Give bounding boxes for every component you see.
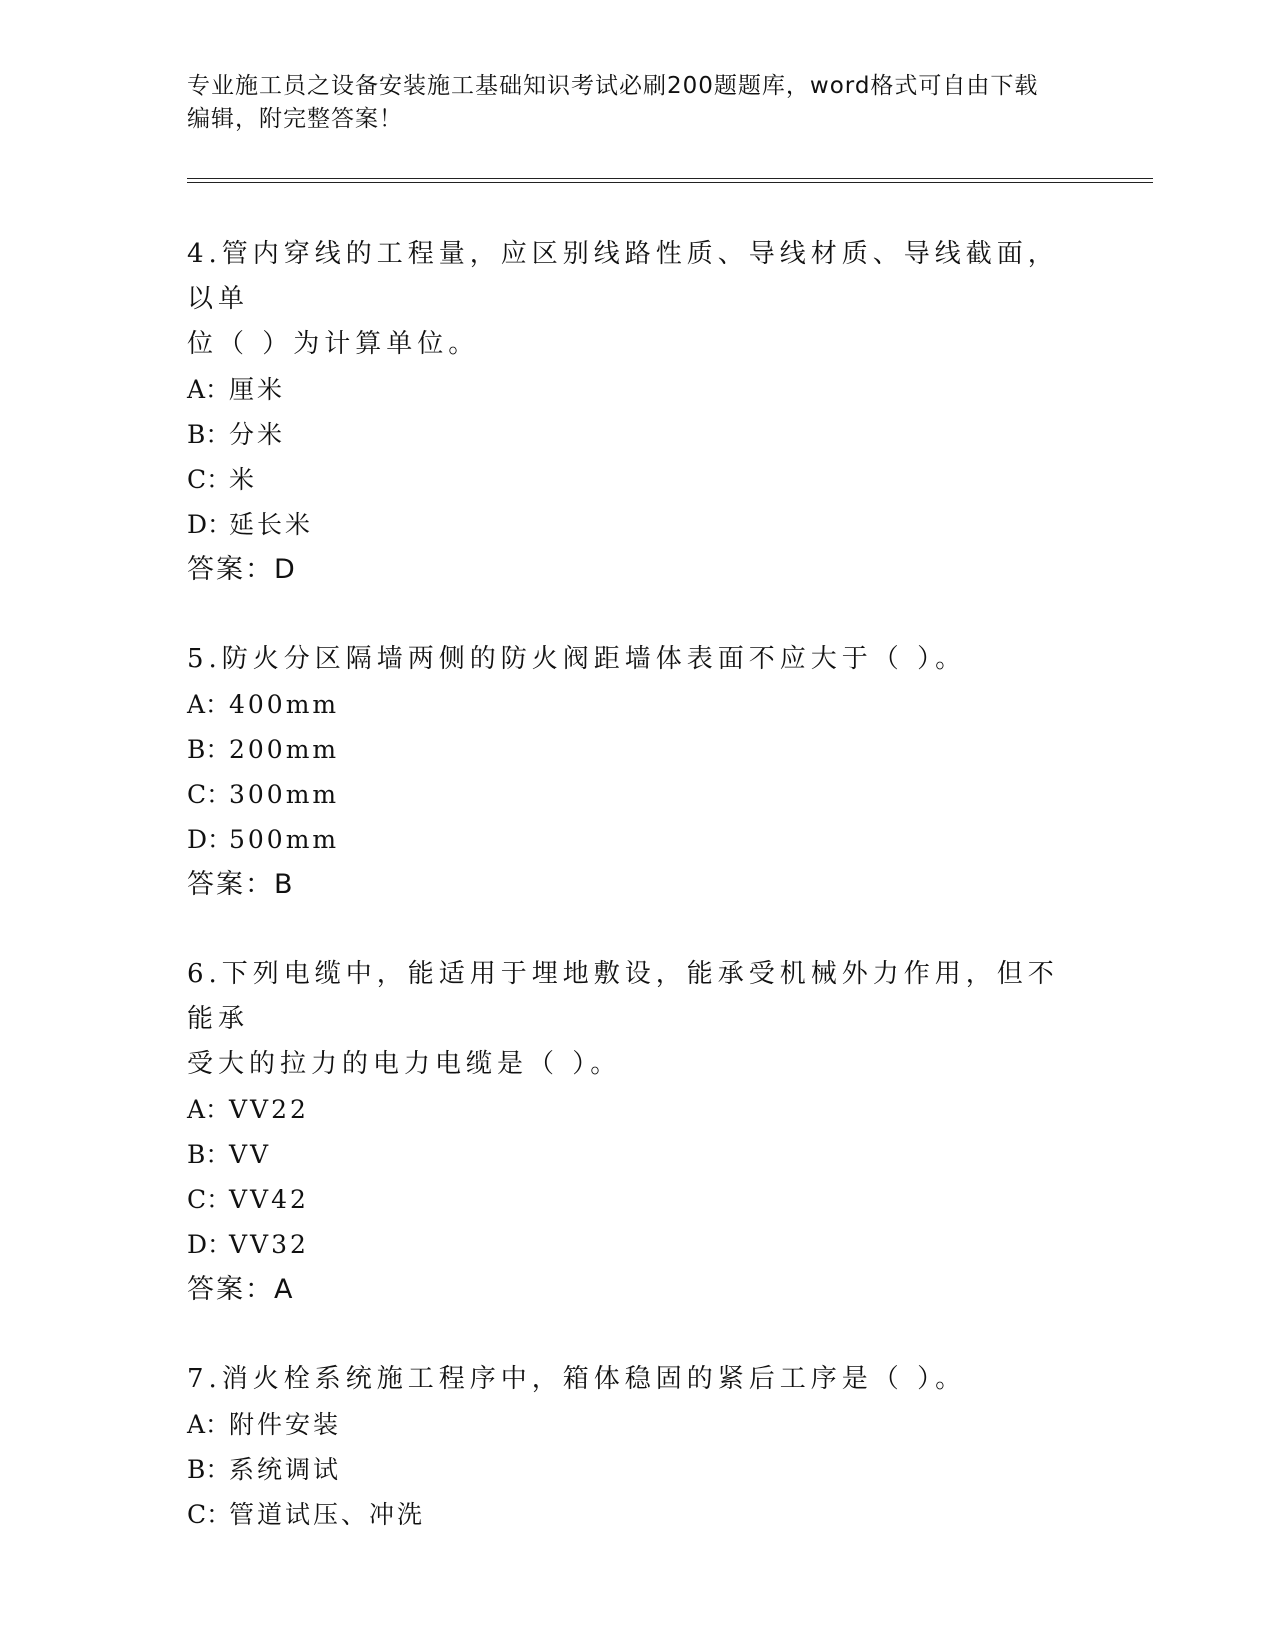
option-key: B： bbox=[187, 420, 231, 449]
question-list bbox=[187, 232, 1087, 1581]
option-key: C： bbox=[187, 780, 232, 809]
question-stem-line: 5.防火分区隔墙两侧的防火阀距墙体表面不应大于（ ）。 bbox=[187, 644, 967, 674]
question-stem-line: 受大的拉力的电力电缆是（ ）。 bbox=[187, 1049, 622, 1079]
question-stem-line: 位（ ）为计算单位。 bbox=[187, 329, 480, 359]
option-text: VV42 bbox=[229, 1185, 309, 1214]
header-line-2: 编辑，附完整答案！ bbox=[187, 106, 403, 132]
question-6 bbox=[187, 952, 1087, 1313]
option-c bbox=[187, 1177, 1087, 1222]
option-key: B： bbox=[187, 1140, 231, 1169]
option-text: 分米 bbox=[229, 420, 286, 449]
option-key: A： bbox=[187, 1410, 231, 1439]
option-key: D： bbox=[187, 510, 233, 539]
option-a bbox=[187, 1087, 1087, 1132]
option-key: C： bbox=[187, 1500, 232, 1529]
option-a bbox=[187, 682, 1087, 727]
question-stem-line: 6.下列电缆中，能适用于埋地敷设，能承受机械外力作用，但不能承 bbox=[187, 959, 1059, 1034]
option-key: A： bbox=[187, 375, 231, 404]
option-d bbox=[187, 502, 1087, 547]
option-c bbox=[187, 1492, 1087, 1537]
option-a bbox=[187, 367, 1087, 412]
option-b bbox=[187, 1447, 1087, 1492]
option-key: A： bbox=[187, 1095, 231, 1124]
question-stem-line: 7.消火栓系统施工程序中，箱体稳固的紧后工序是（ ）。 bbox=[187, 1364, 967, 1394]
option-text: VV bbox=[229, 1140, 272, 1169]
option-c bbox=[187, 772, 1087, 817]
option-b bbox=[187, 412, 1087, 457]
option-key: A： bbox=[187, 690, 231, 719]
option-text: 米 bbox=[229, 465, 258, 494]
option-text: 300mm bbox=[229, 780, 340, 809]
option-d bbox=[187, 817, 1087, 862]
option-text: VV32 bbox=[229, 1230, 309, 1259]
option-text: 400mm bbox=[229, 690, 340, 719]
option-key: B： bbox=[187, 1455, 231, 1484]
option-text: 附件安装 bbox=[229, 1410, 342, 1439]
header-line-1: 专业施工员之设备安装施工基础知识考试必刷200题题库，word格式可自由下载 bbox=[187, 73, 1039, 99]
option-key: B： bbox=[187, 735, 231, 764]
header-divider bbox=[187, 178, 1153, 183]
question-5 bbox=[187, 637, 1087, 908]
option-text: 系统调试 bbox=[229, 1455, 342, 1484]
option-text: 管道试压、冲洗 bbox=[229, 1500, 426, 1529]
option-b bbox=[187, 1132, 1087, 1177]
option-a bbox=[187, 1402, 1087, 1447]
option-text: 200mm bbox=[229, 735, 340, 764]
option-key: D： bbox=[187, 1230, 233, 1259]
option-d bbox=[187, 1222, 1087, 1267]
option-key: C： bbox=[187, 465, 232, 494]
option-b bbox=[187, 727, 1087, 772]
question-4 bbox=[187, 232, 1087, 593]
document-header bbox=[187, 70, 1087, 136]
option-text: 延长米 bbox=[229, 510, 314, 539]
question-7 bbox=[187, 1357, 1087, 1537]
option-text: 500mm bbox=[229, 825, 340, 854]
option-key: D： bbox=[187, 825, 233, 854]
option-text: VV22 bbox=[229, 1095, 309, 1124]
answer-line: 答案：B bbox=[187, 869, 295, 900]
answer-line: 答案：A bbox=[187, 1274, 295, 1305]
option-text: 厘米 bbox=[229, 375, 286, 404]
option-key: C： bbox=[187, 1185, 232, 1214]
answer-line: 答案：D bbox=[187, 554, 297, 585]
option-c bbox=[187, 457, 1087, 502]
question-stem-line: 4.管内穿线的工程量，应区别线路性质、导线材质、导线截面，以单 bbox=[187, 239, 1059, 314]
